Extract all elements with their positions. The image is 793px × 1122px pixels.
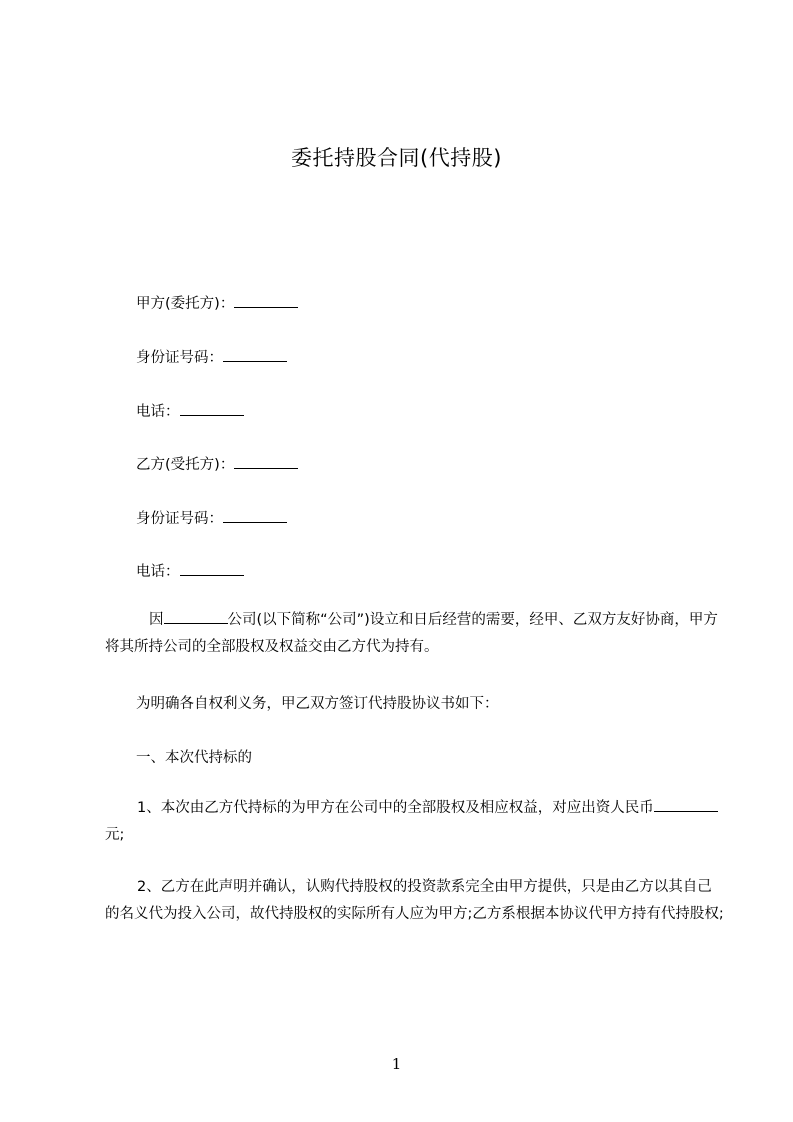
company-name-blank (164, 609, 228, 624)
amount-blank (654, 797, 718, 812)
clause-1-text: 1、本次由乙方代持标的为甲方在公司中的全部股权及相应权益，对应出资人民币 (137, 800, 654, 816)
party-b-phone-blank (180, 561, 244, 576)
party-b-id-blank (223, 508, 287, 523)
purpose-line: 为明确各自权利义务，甲乙双方签订代持股协议书如下： (136, 696, 499, 712)
intro-paragraph (105, 607, 725, 661)
party-b-id-line (136, 507, 287, 528)
party-b-blank (234, 454, 298, 469)
intro-prefix: 因 (149, 612, 164, 628)
party-a-phone-label: 电话： (136, 404, 180, 420)
clause-1-paragraph (105, 795, 725, 849)
party-b-label: 乙方(受托方)： (136, 457, 235, 473)
party-a-phone-line (136, 400, 244, 421)
party-a-label: 甲方(委托方)： (136, 296, 235, 312)
party-a-phone-blank (180, 401, 244, 416)
party-b-phone-line (136, 560, 244, 581)
party-a-id-label: 身份证号码： (136, 350, 223, 366)
party-b-id-label: 身份证号码： (136, 511, 223, 527)
party-a-blank (234, 293, 298, 308)
party-a-id-blank (223, 347, 287, 362)
party-a-line (136, 292, 298, 313)
clause-2-paragraph (105, 874, 725, 928)
intro-text: 公司(以下简称“公司”)设立和日后经营的需要，经甲、乙双方友好协商，甲方将其所持公司的全部股权及权益交由乙方代为持有。 (105, 612, 718, 655)
party-a-id-line (136, 346, 287, 367)
clause-1-suffix: 元; (105, 827, 125, 843)
party-b-phone-label: 电话： (136, 564, 180, 580)
clause-2-text: 2、乙方在此声明并确认，认购代持股权的投资款系完全由甲方提供，只是由乙方以其自己的名义代为投入公司，故代持股权的实际所有人应为甲方;乙方系根据本协议代甲方持有代持股权; (105, 879, 724, 922)
page-number: 1 (391, 1055, 402, 1073)
document-title: 委托持股合同(代持股) (291, 146, 502, 170)
section-1-heading: 一、本次代持标的 (136, 750, 252, 766)
party-b-line (136, 453, 298, 474)
